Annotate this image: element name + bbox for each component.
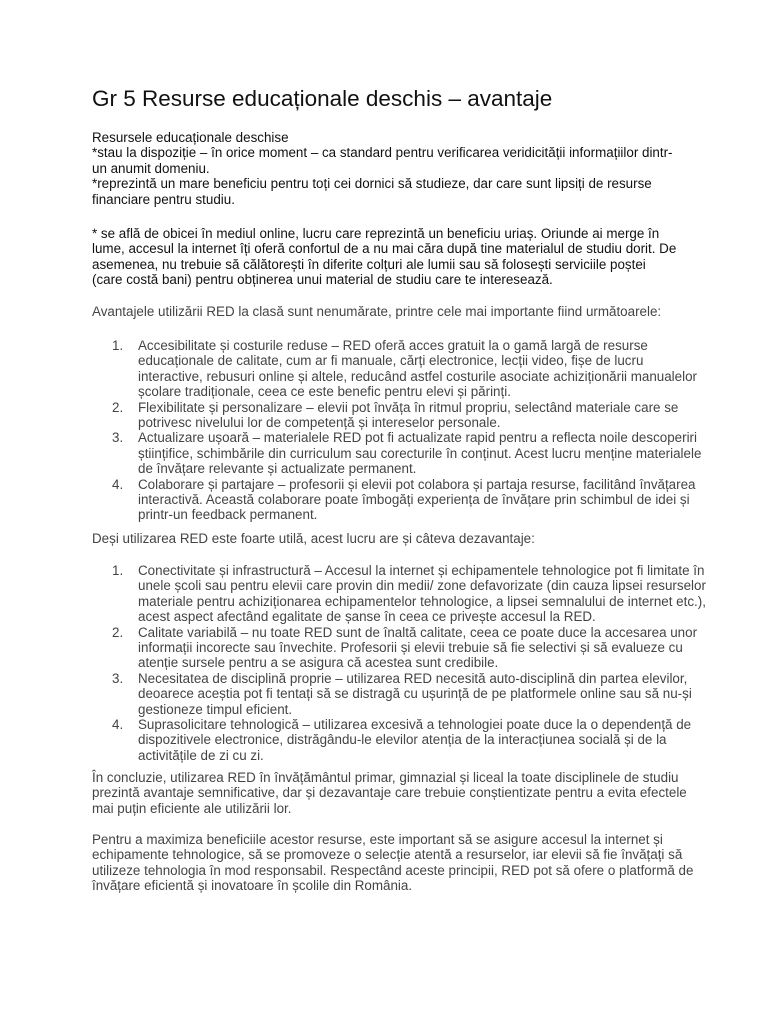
list-line: școlare tradiționale, ceea ce este benefic pentru elevi și părinți. [138,384,511,400]
list-line: activitățile de zi cu zi. [138,747,264,763]
list-line: gestioneze timpul eficient. [138,701,293,717]
intro-line: *stau la dispoziție – în orice moment – ca standard pentru verificarea veridicității informațiilor dintr- [92,145,673,161]
list-item [92,430,720,476]
list-line: atenție sursele pentru a se asigura că acestea sunt credibile. [138,655,499,671]
final-paragraph [92,832,720,894]
list-number: 1. [112,563,124,578]
online-line: * se află de obicei în mediul online, lucru care reprezintă un beneficiu uriaș. Oriunde ai merge în [92,226,660,241]
list-number: 1. [112,338,124,353]
list-line: unele școli sau pentru elevii care provin din medii/ zone defavorizate (din cauza lipsei resurselor [138,578,706,594]
list-number: 4. [112,717,124,733]
list-line: Necesitatea de disciplină proprie – utilizarea RED necesită auto-disciplină din partea elevilor, [138,670,688,686]
list-line: materiale pentru achiziționarea echipamentelor tehnologice, a lipsei semnalului de internet etc.), [138,593,706,609]
conclusion-line: prezintă avantaje semnificative, dar și dezavantaje care trebuie conștientizate pentru a evita efectele [92,785,687,801]
final-line: utilizeze tehnologia în mod responsabil. Respectând aceste principii, RED pot să ofere o platformă de [92,862,694,878]
list-line: Actualizare ușoară – materialele RED pot fi actualizate rapid pentru a reflecta noile descoperiri [138,430,697,446]
list-line: Conectivitate și infrastructură – Accesul la internet și echipamentele tehnologice pot fi limitate în [138,563,705,578]
disadvantages-intro: Deși utilizarea RED este foarte utilă, acest lucru are și câteva dezavantaje: [92,531,535,546]
advantages-list [92,338,720,523]
list-item [92,717,720,763]
conclusion-line: mai puțin eficiente ale utilizării lor. [92,800,292,816]
list-line: educaționale de calitate, cum ar fi manuale, cărți electronice, lecții video, fișe de lucru [138,353,644,369]
final-line: învățare eficientă și inovatoare în școlile din România. [92,878,413,894]
document-title: Gr 5 Resurse educaționale deschis – avantaje [92,86,553,111]
list-number: 2. [112,624,124,640]
final-line: echipamente tehnologice, să se promoveze o selecție atentă a resurselor, iar elevii să fie învățați să [92,847,683,863]
list-line: științifice, schimbările din curriculum sau corecturile în conținut. Acest lucru menține materialele [138,445,702,461]
list-line: informații incorecte sau învechite. Profesorii și elevii trebuie să fie selectivi și să evalueze cu [138,640,683,656]
list-line: potrivesc nivelului lor de competență și intereselor personale. [138,415,501,431]
disadvantages-list [92,563,720,763]
list-number: 2. [112,399,124,415]
conclusion-line: În concluzie, utilizarea RED în învățământul primar, gimnazial și liceal la toate disciplinele de studiu [92,770,679,785]
list-number: 3. [112,670,124,686]
list-number: 3. [112,430,124,446]
list-item [92,563,720,625]
list-line: printr-un feedback permanent. [138,507,318,523]
final-line: Pentru a maximiza beneficiile acestor resurse, este important să se asigure accesul la internet și [92,832,663,847]
conclusion-paragraph [92,770,720,816]
list-line: acest aspect afectând egalitate de șanse în ceea ce privește accesul la RED. [138,609,596,625]
online-line: (care costă bani) pentru obținerea unui material de studiu care te interesează. [92,272,553,288]
list-line: Calitate variabilă – nu toate RED sunt de înaltă calitate, ceea ce poate duce la accesarea unor [138,624,698,640]
list-line: interactivă. Această colaborare poate îmbogăți experiența de învățare prin schimbul de idei și [138,492,690,508]
online-paragraph [92,226,720,288]
intro-line: un anumit domeniu. [92,160,210,176]
intro-line: Resursele educaționale deschise [92,130,289,145]
advantages-intro: Avantajele utilizării RED la clasă sunt nenumărate, printre cele mai importante fiind următoarele: [92,304,662,319]
list-line: Accesibilitate și costurile reduse – RED oferă acces gratuit la o gamă largă de resurse [138,338,648,353]
intro-line: *reprezintă un mare beneficiu pentru toți cei dornici să studieze, dar care sunt lipsiți de resurse [92,176,652,192]
list-number: 4. [112,476,124,492]
list-item [92,400,720,431]
intro-paragraph [92,130,720,207]
list-item [92,671,720,717]
list-line: Flexibilitate și personalizare – elevii pot învăța în ritmul propriu, selectând materiale care se [138,399,679,415]
list-line: deoarece aceștia pot fi tentați să se distragă cu ușurință de pe platformele online sau să nu-și [138,686,692,702]
list-item [92,477,720,523]
list-item [92,625,720,671]
intro-line: financiare pentru studiu. [92,191,235,207]
list-item [92,338,720,400]
online-line: lume, accesul la internet îți oferă confortul de a nu mai căra după tine materialul de studiu dorit. De [92,241,677,257]
list-line: dispozitivele electronice, distrăgându-le elevilor atenția de la interacțiunea socială și de la [138,732,667,748]
list-line: de învățare relevante și actualizate permanent. [138,461,417,477]
online-line: asemenea, nu trebuie să călătorești în diferite colțuri ale lumii sau să folosești serviciile poștei [92,256,646,272]
list-line: interactive, rebusuri online și altele, reducând astfel costurile asociate achiziționării manualelor [138,368,697,384]
list-line: Suprasolicitare tehnologică – utilizarea excesivă a tehnologiei poate duce la o dependență de [138,717,692,733]
list-line: Colaborare și partajare – profesorii și elevii pot colabora și partaja resurse, facilitând învățarea [138,476,696,492]
